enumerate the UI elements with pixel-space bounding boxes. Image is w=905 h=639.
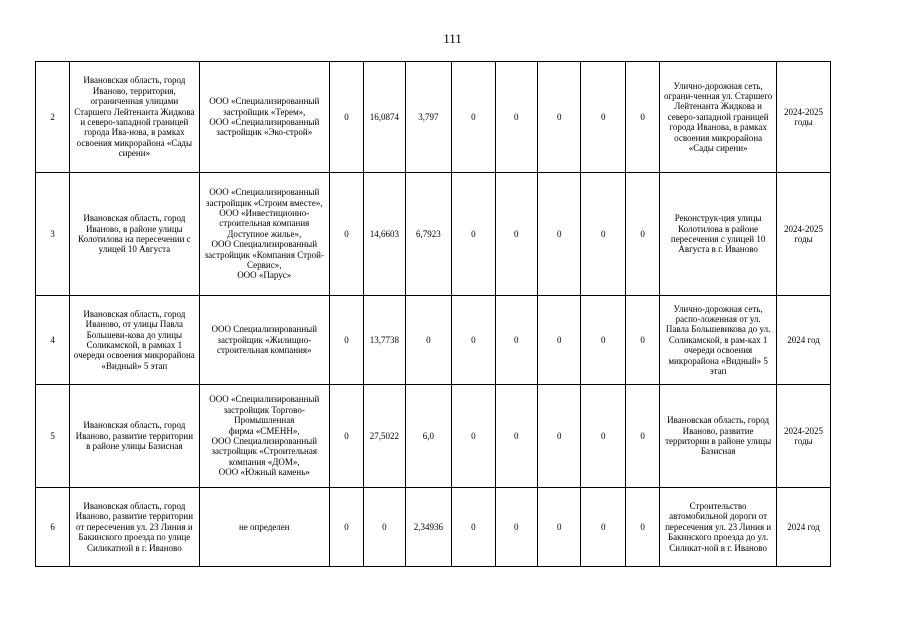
value-cell: 0 bbox=[538, 62, 581, 173]
value-cell: 6,7923 bbox=[405, 173, 452, 296]
developer-cell: ООО Специализированный застройщик «Жилищно-строительная компания» bbox=[199, 296, 329, 385]
value-cell: 13,7738 bbox=[364, 296, 405, 385]
object-cell: Ивановская область, город Иваново, развитие территории в районе улицы Базисная bbox=[660, 385, 777, 488]
location-cell: Ивановская область, город Иваново, от улицы Павла Большеви-кова до улицы Соликамской, в рамках 1 очереди освоения микрорайона «Видный» 5 этап bbox=[70, 296, 199, 385]
object-cell: Реконструк-ция улицы Колотилова в районе пересечения с улицей 10 Августа в г. Иваново bbox=[660, 173, 777, 296]
location-cell: Ивановская область, город Иваново, территория, ограниченная улицами Старшего Лейтенанта Жидкова и северо-западной границей города Ива-нова, в рамках освоения микрорайона «Сады сирени» bbox=[70, 62, 199, 173]
period-cell: 2024-2025 годы bbox=[777, 173, 831, 296]
period-cell: 2024 год bbox=[777, 296, 831, 385]
period-cell: 2024-2025 годы bbox=[777, 385, 831, 488]
value-cell: 0 bbox=[495, 385, 537, 488]
page-number: 111 bbox=[443, 31, 462, 46]
value-cell: 0 bbox=[364, 488, 405, 567]
value-cell: 0 bbox=[625, 173, 659, 296]
value-cell: 27,5022 bbox=[364, 385, 405, 488]
object-cell: Улично-дорожная сеть, ограни-ченная ул. Старшего Лейтенанта Жидкова и северо-западной границей города Иванова, в рамках освоения микрорайона «Сады сирени» bbox=[660, 62, 777, 173]
value-cell: 0 bbox=[581, 62, 626, 173]
value-cell: 2,34936 bbox=[405, 488, 452, 567]
value-cell: 0 bbox=[495, 62, 537, 173]
row-number-cell: 6 bbox=[36, 488, 70, 567]
value-cell: 0 bbox=[495, 488, 537, 567]
value-cell: 0 bbox=[452, 296, 495, 385]
value-cell: 0 bbox=[405, 296, 452, 385]
value-cell: 0 bbox=[625, 385, 659, 488]
object-cell: Строительство автомобильной дороги от пересечения ул. 23 Линия и Бакинского проезда до ул. Силикат-ной в г. Иваново bbox=[660, 488, 777, 567]
row-number-cell: 5 bbox=[36, 385, 70, 488]
table-row bbox=[36, 62, 831, 173]
value-cell: 0 bbox=[625, 488, 659, 567]
value-cell: 0 bbox=[452, 385, 495, 488]
value-cell: 0 bbox=[495, 296, 537, 385]
value-cell: 0 bbox=[452, 173, 495, 296]
value-cell: 0 bbox=[329, 62, 363, 173]
value-cell: 0 bbox=[538, 385, 581, 488]
row-number-cell: 3 bbox=[36, 173, 70, 296]
value-cell: 16,0874 bbox=[364, 62, 405, 173]
table-row bbox=[36, 385, 831, 488]
value-cell: 0 bbox=[329, 173, 363, 296]
value-cell: 0 bbox=[329, 385, 363, 488]
object-cell: Улично-дорожная сеть, распо-ложенная от ул. Павла Большевикова до ул. Соликамской, в рам-ках 1 очереди освоения микрорайона «Видный» 5 этап bbox=[660, 296, 777, 385]
value-cell: 3,797 bbox=[405, 62, 452, 173]
developer-cell: ООО «Специализированный застройщик Торгово-Промышленная фирма «СМЕНН», ООО Специализированный застройщик «Строительная компания «ДОМ», ООО «Южный камень» bbox=[199, 385, 329, 488]
location-cell: Ивановская область, город Иваново, развитие территории от пересечения ул. 23 Линия и Бакинского проезда по улице Силикатной в г. Иваново bbox=[70, 488, 199, 567]
value-cell: 0 bbox=[538, 296, 581, 385]
value-cell: 0 bbox=[452, 62, 495, 173]
value-cell: 0 bbox=[625, 296, 659, 385]
value-cell: 0 bbox=[329, 488, 363, 567]
table-row bbox=[36, 488, 831, 567]
row-number-cell: 2 bbox=[36, 62, 70, 173]
value-cell: 0 bbox=[538, 173, 581, 296]
value-cell: 6,0 bbox=[405, 385, 452, 488]
value-cell: 0 bbox=[581, 488, 626, 567]
developer-cell: ООО «Специализированный застройщик «Строим вместе», ООО «Инвестиционно-строительная компания Доступное жилье», ООО Специализированный застройщик «Компания Строй-Сервис», ООО «Парус» bbox=[199, 173, 329, 296]
projects-table bbox=[35, 61, 831, 567]
developer-cell: не определен bbox=[199, 488, 329, 567]
row-number-cell: 4 bbox=[36, 296, 70, 385]
developer-cell: ООО «Специализированный застройщик «Терем», ООО «Специализированный застройщик «Эко-строй» bbox=[199, 62, 329, 173]
value-cell: 0 bbox=[452, 488, 495, 567]
value-cell: 0 bbox=[581, 385, 626, 488]
location-cell: Ивановская область, город Иваново, в районе улицы Колотилова на пересечении с улицей 10 Августа bbox=[70, 173, 199, 296]
value-cell: 0 bbox=[625, 62, 659, 173]
value-cell: 0 bbox=[581, 296, 626, 385]
value-cell: 0 bbox=[581, 173, 626, 296]
value-cell: 0 bbox=[538, 488, 581, 567]
table-row bbox=[36, 173, 831, 296]
location-cell: Ивановская область, город Иваново, развитие территории в районе улицы Базисная bbox=[70, 385, 199, 488]
value-cell: 0 bbox=[329, 296, 363, 385]
period-cell: 2024-2025 годы bbox=[777, 62, 831, 173]
value-cell: 14,6603 bbox=[364, 173, 405, 296]
value-cell: 0 bbox=[495, 173, 537, 296]
table-row bbox=[36, 296, 831, 385]
period-cell: 2024 год bbox=[777, 488, 831, 567]
